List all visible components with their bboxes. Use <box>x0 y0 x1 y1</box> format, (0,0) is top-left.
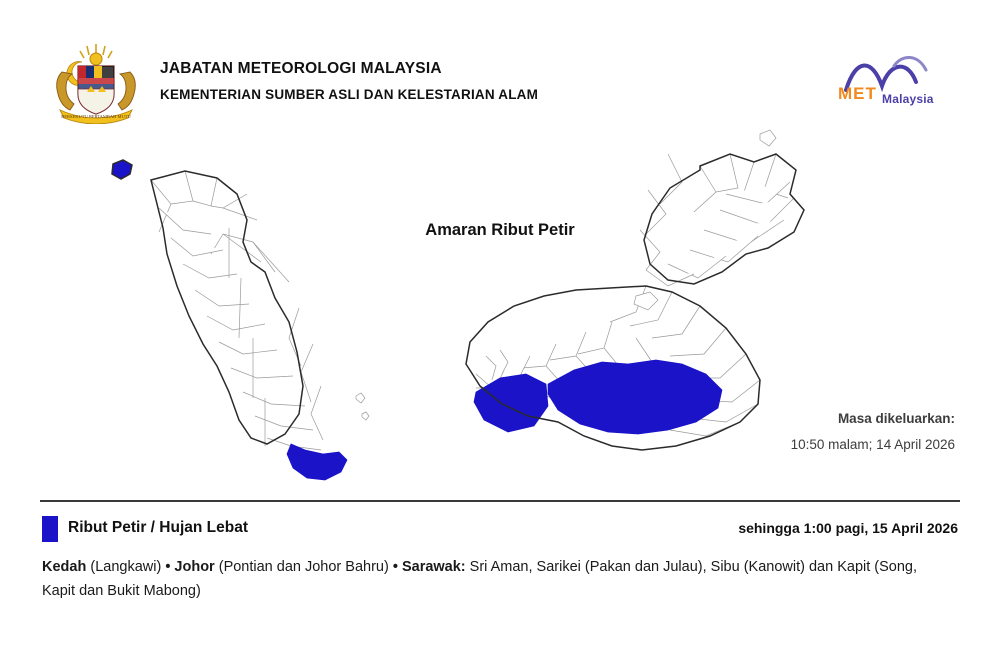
issued-time-block <box>791 408 955 456</box>
area-state-johor: Johor <box>174 559 215 575</box>
bullet-separator-2: • <box>392 559 398 575</box>
header <box>0 0 1000 130</box>
map-area <box>0 128 1000 496</box>
legend-label: Ribut Petir / Hujan Lebat <box>68 519 248 536</box>
met-malaysia-logo <box>838 52 958 112</box>
affected-areas <box>42 555 952 603</box>
met-logo-subtext: Malaysia <box>882 92 934 106</box>
legend-color-swatch <box>42 516 58 542</box>
issued-time-value: 10:50 malam; 14 April 2026 <box>790 437 955 452</box>
peninsular-malaysia <box>112 160 369 480</box>
issued-time-label: Masa dikeluarkan: <box>837 411 955 426</box>
area-districts-kedah: (Langkawi) <box>90 559 162 575</box>
ministry-name: KEMENTERIAN SUMBER ASLI DAN KELESTARIAN ALAM <box>160 87 539 102</box>
area-districts-johor: (Pontian dan Johor Bahru) <box>218 559 389 575</box>
footer <box>0 500 1000 646</box>
coat-of-arms-icon <box>42 42 150 124</box>
agency-name: JABATAN METEOROLOGI MALAYSIA <box>160 60 442 77</box>
divider <box>40 500 960 502</box>
borneo <box>466 130 804 450</box>
valid-until-text: sehingga 1:00 pagi, 15 April 2026 <box>738 520 958 536</box>
area-districts-sarawak-cont: dan Kapit (Song, Kapit dan Bukit Mabong) <box>42 559 918 599</box>
map-title: Amaran Ribut Petir <box>425 221 575 239</box>
bullet-separator-1: • <box>165 559 171 575</box>
area-districts-sarawak: Sri Aman, Sarikei (Pakan dan Julau), Sibu (Kanowit) <box>469 559 805 575</box>
area-state-kedah: Kedah <box>42 559 87 575</box>
header-text <box>160 59 538 105</box>
area-state-sarawak: Sarawak: <box>401 559 466 575</box>
svg-text:BERSEKUTU BERTAMBAH MUTU: BERSEKUTU BERTAMBAH MUTU <box>61 114 131 119</box>
met-logo-text: MET <box>838 84 877 103</box>
